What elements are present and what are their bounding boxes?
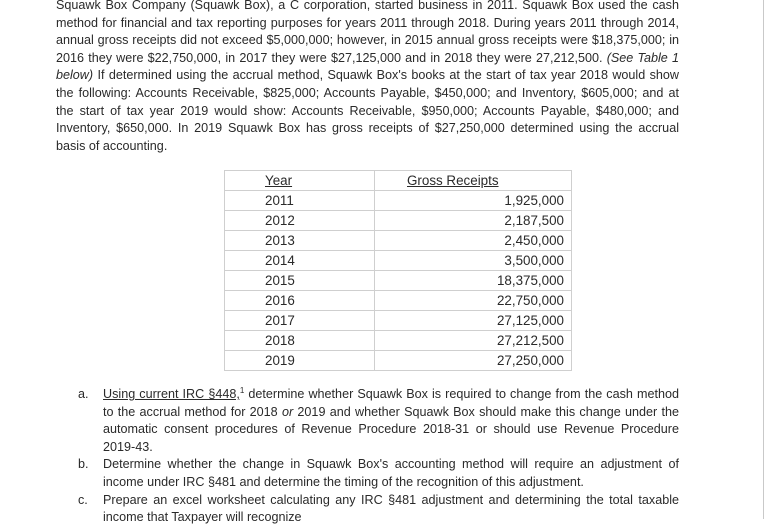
table-row bbox=[225, 211, 572, 231]
table-row bbox=[225, 251, 572, 271]
irc-448-link[interactable]: Using current IRC §448, bbox=[103, 387, 240, 401]
question-list bbox=[78, 386, 679, 527]
question-c bbox=[78, 492, 679, 527]
year-cell: 2011 bbox=[225, 191, 375, 211]
question-a-marker: a. bbox=[78, 387, 89, 401]
table-row bbox=[225, 231, 572, 251]
gross-receipts-cell: 1,925,000 bbox=[375, 191, 572, 211]
column-header-gross-receipts: Gross Receipts bbox=[375, 171, 572, 191]
gross-receipts-cell: 27,125,000 bbox=[375, 311, 572, 331]
problem-intro-paragraph bbox=[56, 0, 679, 155]
question-b-marker: b. bbox=[78, 457, 89, 472]
footnote-marker: 1 bbox=[239, 385, 245, 395]
year-cell: 2015 bbox=[225, 271, 375, 291]
gross-receipts-cell: 27,212,500 bbox=[375, 331, 572, 351]
table-row bbox=[225, 331, 572, 351]
gross-receipts-cell: 3,500,000 bbox=[375, 251, 572, 271]
gross-receipts-cell: 2,187,500 bbox=[375, 211, 572, 231]
question-b-text: Determine whether the change in Squawk Box's accounting method will require an adjustment of income under IRC §481 and determine the timing of the recognition of this adjustment. bbox=[103, 457, 679, 489]
column-header-year: Year bbox=[225, 171, 375, 191]
table-row bbox=[225, 311, 572, 331]
table-row bbox=[225, 291, 572, 311]
table-row bbox=[225, 271, 572, 291]
intro-text-part2: If determined using the accrual method, Squawk Box's books at the start of tax year 2018 would show the following: Accounts Receivable, $825,000; Accounts Payable, $450,000; and Inventory, $605,000; and at the start of tax year 2019 would show: Accounts Receivable, $950,000; Accounts Payable, $480,000; and Inventory, $650,000. In 2019 Squawk Box has gross receipts of $27,250,000 determined using the accrual basis of accounting. bbox=[56, 68, 679, 153]
question-a-part1: determine whether Squawk Box is required to change from the cash method to the accrual method for 2018 bbox=[103, 387, 679, 419]
gross-receipts-cell: 2,450,000 bbox=[375, 231, 572, 251]
year-cell: 2018 bbox=[225, 331, 375, 351]
year-cell: 2017 bbox=[225, 311, 375, 331]
gross-receipts-cell: 22,750,000 bbox=[375, 291, 572, 311]
table-row bbox=[225, 351, 572, 371]
question-a-text bbox=[103, 386, 679, 456]
question-b bbox=[78, 456, 679, 491]
question-c-marker: c. bbox=[78, 492, 88, 507]
question-c-text: Prepare an excel worksheet calculating any IRC §481 adjustment and determining the total taxable income that Taxpayer will recognize bbox=[103, 492, 679, 525]
year-cell: 2016 bbox=[225, 291, 375, 311]
year-cell: 2012 bbox=[225, 211, 375, 231]
gross-receipts-cell: 27,250,000 bbox=[375, 351, 572, 371]
table-row bbox=[225, 191, 572, 211]
gross-receipts-table bbox=[224, 170, 572, 371]
year-cell: 2019 bbox=[225, 351, 375, 371]
table-reference: (See Table 1 below) bbox=[56, 50, 679, 83]
year-cell: 2013 bbox=[225, 231, 375, 251]
question-a-part2: 2019 and whether Squawk Box should make this change under the automatic consent procedures of Revenue Procedure 2018-31 or should use Revenue Procedure 2019-43. bbox=[103, 404, 679, 454]
table-header-row bbox=[225, 171, 572, 191]
gross-receipts-cell: 18,375,000 bbox=[375, 271, 572, 291]
year-cell: 2014 bbox=[225, 251, 375, 271]
scroll-gutter bbox=[765, 0, 782, 519]
question-a bbox=[78, 386, 679, 456]
intro-text-part1: Squawk Box Company (Squawk Box), a C corporation, started business in 2011. Squawk Box used the cash method for financial and tax reporting purposes for years 2011 through 2018. During years 2011 through 2014, annual gross receipts did not exceed $5,000,000; however, in 2015 annual gross receipts were $18,375,000; in 2016 they were $22,750,000, in 2017 they were $27,125,000 and in 2018 they were 27,212,500. bbox=[56, 0, 679, 65]
or-emphasis: or bbox=[281, 404, 294, 419]
